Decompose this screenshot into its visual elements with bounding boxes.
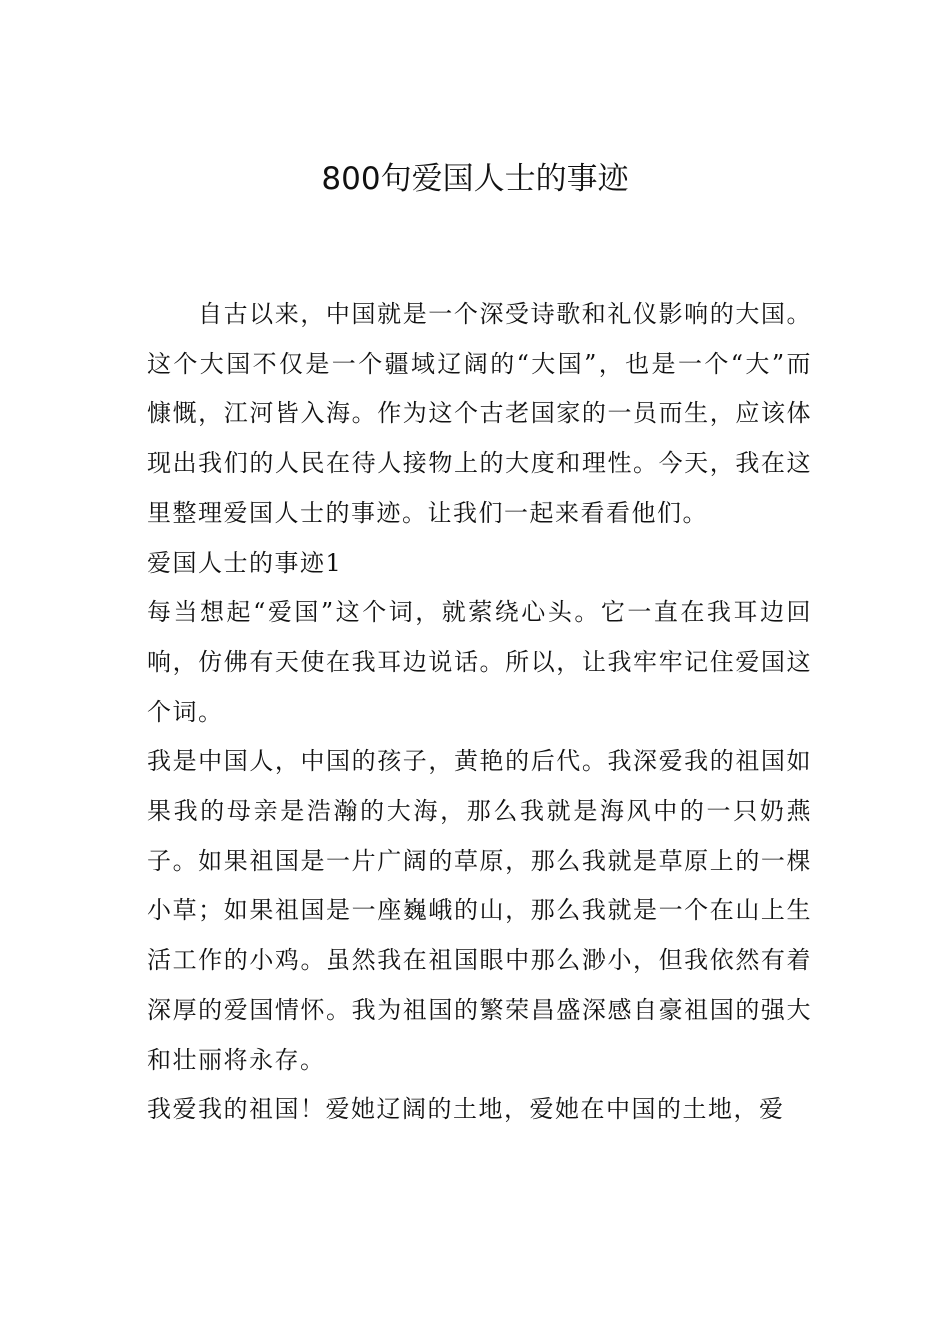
body-paragraph: 我爱我的祖国！爱她辽阔的土地，爱她在中国的土地，爱 <box>147 1095 785 1124</box>
body-paragraph: 我是中国人，中国的孩子，黄艳的后代。我深爱我的祖国如果我的母亲是浩瀚的大海，那么我就是海风中的一只奶燕子。如果祖国是一片广阔的草原，那么我就是草原上的一棵小草；如果祖国是一座巍峨的山，那么我就是一个在山上生活工作的小鸡。虽然我在祖国眼中那么渺小，但我依然有着深厚的爱国情怀。我为祖国的繁荣昌盛深感自豪祖国的强大和壮丽将永存。 <box>147 747 812 1074</box>
document-title: 800句爱国人士的事迹 <box>321 161 629 197</box>
document-body <box>147 290 812 1135</box>
body-paragraph: 每当想起“爱国”这个词，就萦绕心头。它一直在我耳边回响，仿佛有天使在我耳边说话。所以，让我牢牢记住爱国这个词。 <box>147 598 812 726</box>
section-heading: 爱国人士的事迹1 <box>147 548 343 577</box>
intro-paragraph: 自古以来，中国就是一个深受诗歌和礼仪影响的大国。这个大国不仅是一个疆域辽阔的“大国”，也是一个“大”而慷慨，江河皆入海。作为这个古老国家的一员而生，应该体现出我们的人民在待人接物上的大度和理性。今天，我在这里整理爱国人士的事迹。让我们一起来看看他们。 <box>147 300 812 527</box>
